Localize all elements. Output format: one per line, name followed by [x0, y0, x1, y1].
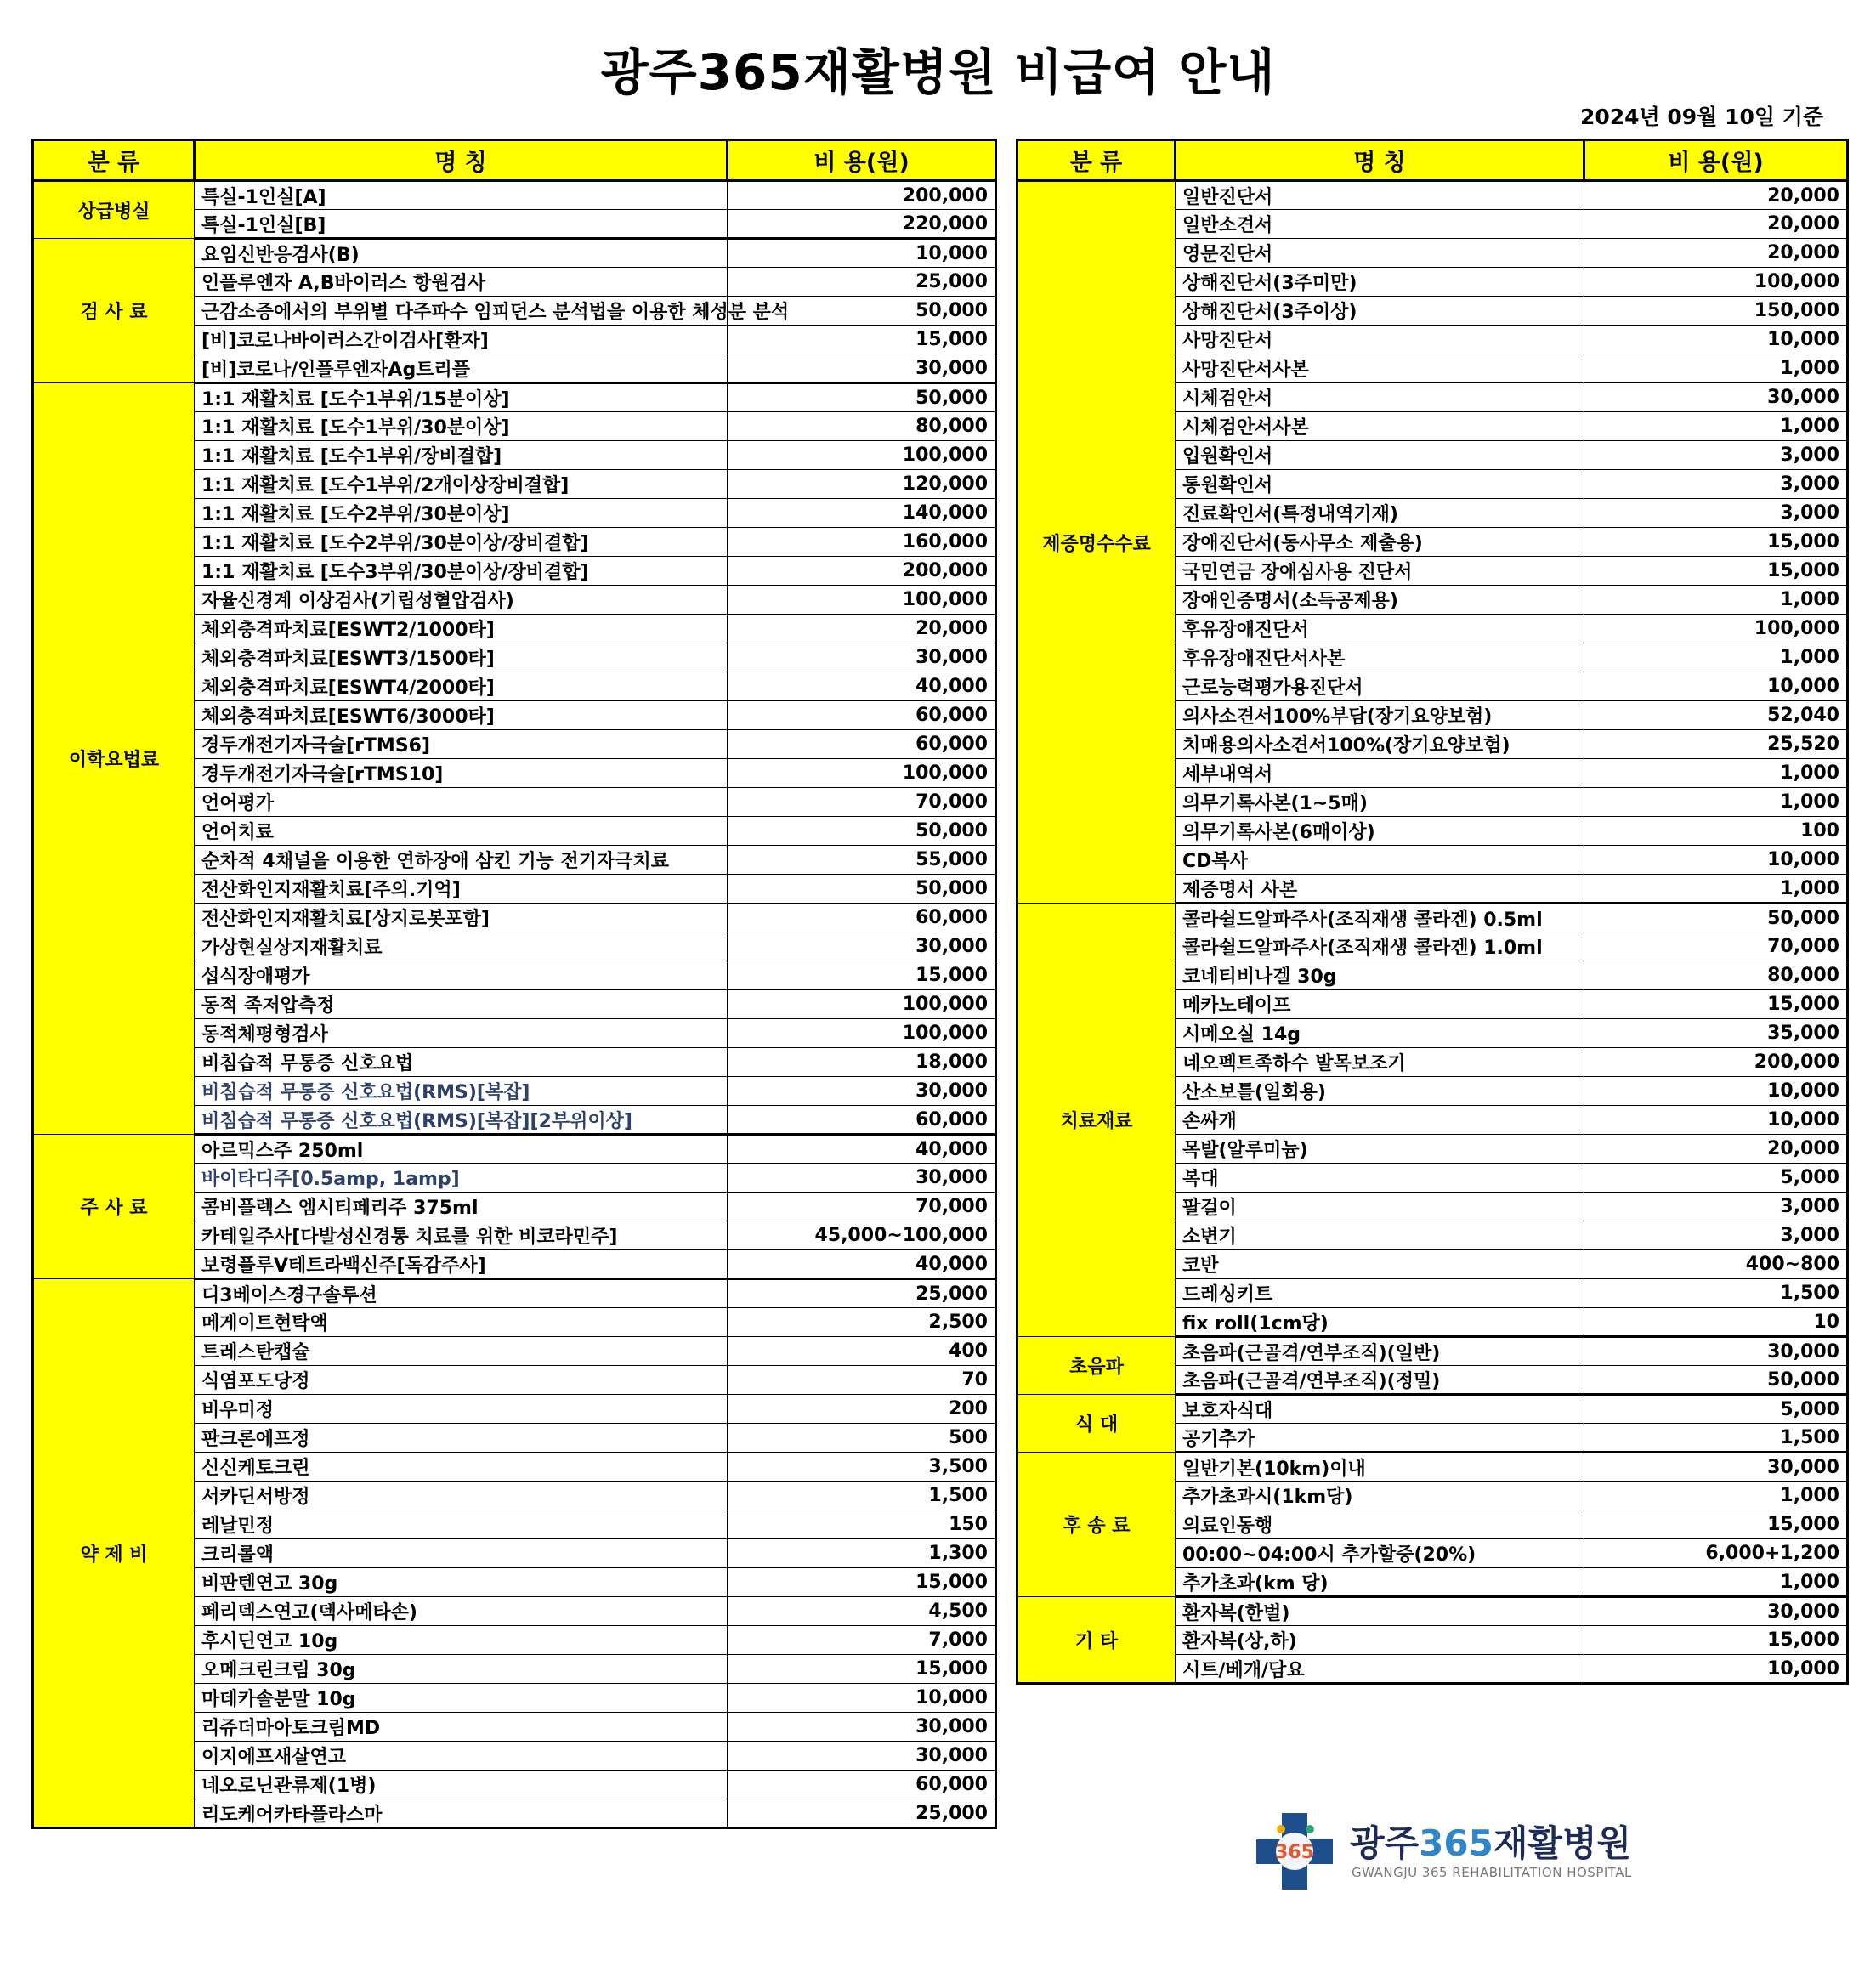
- item-price: 3,000: [1584, 1193, 1848, 1221]
- item-price: 15,000: [1584, 1510, 1848, 1539]
- item-price: 1,000: [1584, 586, 1848, 615]
- item-name: 전산화인지재활치료[주의.기억]: [195, 875, 728, 904]
- svg-text:365: 365: [1275, 1842, 1314, 1863]
- item-price: 70,000: [728, 788, 996, 817]
- item-name: 식염포도당정: [195, 1366, 728, 1395]
- item-price: 45,000~100,000: [728, 1221, 996, 1250]
- item-name: 페리덱스연고(덱사메타손): [195, 1597, 728, 1626]
- item-price: 10,000: [1584, 1077, 1848, 1106]
- item-price: 3,500: [728, 1453, 996, 1482]
- item-price: 50,000: [1584, 1366, 1848, 1395]
- item-name: 비침습적 무통증 신호요법: [195, 1048, 728, 1077]
- item-name: 의사소견서100%부담(장기요양보험): [1176, 701, 1584, 730]
- item-price: 52,040: [1584, 701, 1848, 730]
- item-name: 1:1 재활치료 [도수2부위/30분이상/장비결합]: [195, 528, 728, 557]
- item-price: 5,000: [1584, 1395, 1848, 1424]
- table-row: [33, 181, 996, 210]
- item-name: 장애진단서(동사무소 제출용): [1176, 528, 1584, 557]
- item-price: 60,000: [728, 1771, 996, 1799]
- item-name: 비침습적 무통증 신호요법(RMS)[복잡][2부위이상]: [195, 1106, 728, 1135]
- header-category: 분 류: [33, 140, 195, 181]
- item-price: 25,000: [728, 268, 996, 297]
- item-name: 보령플루V테트라백신주[독감주사]: [195, 1250, 728, 1279]
- item-name: 진료확인서(특정내역기재): [1176, 499, 1584, 528]
- page-title: 광주365재활병원 비급여 안내: [600, 43, 1276, 101]
- item-price: 55,000: [728, 846, 996, 875]
- item-name: 메게이트현탁액: [195, 1308, 728, 1337]
- item-price: 500: [728, 1424, 996, 1453]
- category-cell: 초음파: [1017, 1337, 1176, 1395]
- item-price: 3,000: [1584, 499, 1848, 528]
- item-name: 콜라쉴드알파주사(조직재생 콜라겐) 0.5ml: [1176, 904, 1584, 932]
- item-name: 리도케어카타플라스마: [195, 1799, 728, 1828]
- category-cell: 기 타: [1017, 1597, 1176, 1684]
- table-row: [33, 383, 996, 412]
- item-price: 220,000: [728, 210, 996, 239]
- item-name: 상해진단서(3주이상): [1176, 297, 1584, 326]
- item-price: 30,000: [728, 1713, 996, 1742]
- item-name: 섭식장애평가: [195, 961, 728, 990]
- item-price: 50,000: [728, 875, 996, 904]
- item-name: 공기추가: [1176, 1424, 1584, 1453]
- item-price: 150: [728, 1510, 996, 1539]
- item-price: 120,000: [728, 470, 996, 499]
- item-name: 일반소견서: [1176, 210, 1584, 239]
- item-name: 국민연금 장애심사용 진단서: [1176, 557, 1584, 586]
- item-name: 1:1 재활치료 [도수3부위/30분이상/장비결합]: [195, 557, 728, 586]
- item-price: 25,000: [728, 1279, 996, 1308]
- item-name: 환자복(한벌): [1176, 1597, 1584, 1626]
- item-price: 30,000: [1584, 1597, 1848, 1626]
- item-name: 전산화인지재활치료[상지로봇포함]: [195, 904, 728, 932]
- item-name: 입원확인서: [1176, 441, 1584, 470]
- item-name: 의료인동행: [1176, 1510, 1584, 1539]
- item-name: 초음파(근골격/연부조직)(일반): [1176, 1337, 1584, 1366]
- item-price: 30,000: [728, 1077, 996, 1106]
- item-name: 체외충격파치료[ESWT4/2000타]: [195, 672, 728, 701]
- category-cell: 식 대: [1017, 1395, 1176, 1453]
- item-price: 80,000: [728, 412, 996, 441]
- item-price: 30,000: [728, 1164, 996, 1193]
- item-price: 50,000: [1584, 904, 1848, 932]
- item-price: 3,000: [1584, 470, 1848, 499]
- item-price: 100,000: [1584, 615, 1848, 643]
- item-price: 30,000: [728, 932, 996, 961]
- item-price: 15,000: [1584, 557, 1848, 586]
- item-price: 200,000: [1584, 1048, 1848, 1077]
- item-price: 1,000: [1584, 643, 1848, 672]
- item-price: 100,000: [728, 759, 996, 788]
- item-price: 15,000: [1584, 528, 1848, 557]
- item-price: 1,500: [728, 1482, 996, 1510]
- item-price: 40,000: [728, 1135, 996, 1164]
- item-name: 리쥬더마아토크림MD: [195, 1713, 728, 1742]
- item-price: 1,000: [1584, 354, 1848, 383]
- item-name: 코반: [1176, 1250, 1584, 1279]
- item-name: 근로능력평가용진단서: [1176, 672, 1584, 701]
- item-price: 20,000: [728, 615, 996, 643]
- header-price: 비 용(원): [728, 140, 996, 181]
- item-name: 시체검안서: [1176, 383, 1584, 412]
- item-price: 25,000: [728, 1799, 996, 1828]
- item-price: 40,000: [728, 672, 996, 701]
- fee-table-left: [31, 139, 997, 1829]
- item-price: 50,000: [728, 817, 996, 846]
- item-name: 손싸개: [1176, 1106, 1584, 1135]
- item-name: [비]코로나바이러스간이검사[환자]: [195, 326, 728, 354]
- item-name: 사망진단서: [1176, 326, 1584, 354]
- item-name: 초음파(근골격/연부조직)(정밀): [1176, 1366, 1584, 1395]
- table-row: [33, 239, 996, 268]
- item-price: 30,000: [728, 1742, 996, 1771]
- item-price: 20,000: [1584, 1135, 1848, 1164]
- item-name: 이지에프새살연고: [195, 1742, 728, 1771]
- item-name: 체외충격파치료[ESWT6/3000타]: [195, 701, 728, 730]
- category-cell: 제증명수수료: [1017, 181, 1176, 904]
- item-name: 카테일주사[다발성신경통 치료를 위한 비코라민주]: [195, 1221, 728, 1250]
- item-name: 체외충격파치료[ESWT3/1500타]: [195, 643, 728, 672]
- item-price: 15,000: [728, 961, 996, 990]
- item-name: 치매용의사소견서100%(장기요양보험): [1176, 730, 1584, 759]
- item-name: 드레싱키트: [1176, 1279, 1584, 1308]
- item-price: 18,000: [728, 1048, 996, 1077]
- item-price: 160,000: [728, 528, 996, 557]
- item-price: 1,000: [1584, 1482, 1848, 1510]
- item-price: 100,000: [1584, 268, 1848, 297]
- item-price: 400~800: [1584, 1250, 1848, 1279]
- item-price: 3,000: [1584, 441, 1848, 470]
- item-name: 비판텐연고 30g: [195, 1568, 728, 1597]
- item-name: 의무기록사본(6매이상): [1176, 817, 1584, 846]
- item-price: 15,000: [1584, 1626, 1848, 1655]
- item-name: 1:1 재활치료 [도수1부위/30분이상]: [195, 412, 728, 441]
- item-name: 마데카솔분말 10g: [195, 1684, 728, 1713]
- item-price: 200,000: [728, 181, 996, 210]
- item-name: 언어치료: [195, 817, 728, 846]
- item-price: 400: [728, 1337, 996, 1366]
- item-price: 70: [728, 1366, 996, 1395]
- item-name: 콤비플렉스 엠시티페리주 375ml: [195, 1193, 728, 1221]
- item-price: 50,000: [728, 383, 996, 412]
- item-price: 10,000: [728, 239, 996, 268]
- item-price: 200: [728, 1395, 996, 1424]
- item-price: 4,500: [728, 1597, 996, 1626]
- item-price: 70,000: [1584, 932, 1848, 961]
- item-name: [비]코로나/인플루엔자Ag트리플: [195, 354, 728, 383]
- item-price: 60,000: [728, 730, 996, 759]
- item-price: 100,000: [728, 441, 996, 470]
- item-name: 의무기록사본(1~5매): [1176, 788, 1584, 817]
- item-name: 복대: [1176, 1164, 1584, 1193]
- hospital-logo: [1252, 1809, 1728, 1894]
- item-name: 후유장애진단서: [1176, 615, 1584, 643]
- item-name: 언어평가: [195, 788, 728, 817]
- item-price: 25,520: [1584, 730, 1848, 759]
- item-name: 시트/베개/담요: [1176, 1655, 1584, 1684]
- item-name: 판크론에프정: [195, 1424, 728, 1453]
- item-price: 1,000: [1584, 1568, 1848, 1597]
- item-name: 동적체평형검사: [195, 1019, 728, 1048]
- item-price: 10,000: [1584, 846, 1848, 875]
- item-name: 특실-1인실[B]: [195, 210, 728, 239]
- item-name: 크리롤액: [195, 1539, 728, 1568]
- item-price: 35,000: [1584, 1019, 1848, 1048]
- item-price: 30,000: [728, 354, 996, 383]
- item-name: 트레스탄캡슐: [195, 1337, 728, 1366]
- reference-date: 2024년 09월 10일 기준: [1579, 105, 1823, 129]
- item-price: 60,000: [728, 1106, 996, 1135]
- item-price: 100,000: [728, 990, 996, 1019]
- item-name: 바이타디주[0.5amp, 1amp]: [195, 1164, 728, 1193]
- item-name: 근감소증에서의 부위별 다주파수 임피던스 분석법을 이용한 체성분 분석: [195, 297, 728, 326]
- item-name: 비침습적 무통증 신호요법(RMS)[복잡]: [195, 1077, 728, 1106]
- item-price: 20,000: [1584, 210, 1848, 239]
- table-row: [33, 1279, 996, 1308]
- item-price: 150,000: [1584, 297, 1848, 326]
- item-price: 100: [1584, 817, 1848, 846]
- fee-table-right: [1016, 139, 1849, 1685]
- item-price: 30,000: [1584, 1453, 1848, 1482]
- item-name: 시체검안서사본: [1176, 412, 1584, 441]
- item-name: 코네티비나겔 30g: [1176, 961, 1584, 990]
- item-name: 산소보틀(일회용): [1176, 1077, 1584, 1106]
- item-name: 소변기: [1176, 1221, 1584, 1250]
- item-name: 장애인증명서(소득공제용): [1176, 586, 1584, 615]
- item-name: 후시딘연고 10g: [195, 1626, 728, 1655]
- item-price: 10,000: [1584, 1655, 1848, 1684]
- item-name: 레날민정: [195, 1510, 728, 1539]
- item-name: 영문진단서: [1176, 239, 1584, 268]
- item-price: 1,000: [1584, 759, 1848, 788]
- item-name: 순차적 4채널을 이용한 연하장애 삼킨 기능 전기자극치료: [195, 846, 728, 875]
- item-name: CD복사: [1176, 846, 1584, 875]
- item-name: fix roll(1cm당): [1176, 1308, 1584, 1337]
- item-name: 1:1 재활치료 [도수1부위/15분이상]: [195, 383, 728, 412]
- item-price: 6,000+1,200: [1584, 1539, 1848, 1568]
- item-name: 비우미정: [195, 1395, 728, 1424]
- item-price: 1,000: [1584, 788, 1848, 817]
- category-cell: 약 제 비: [33, 1279, 195, 1828]
- item-price: 80,000: [1584, 961, 1848, 990]
- item-price: 100,000: [728, 586, 996, 615]
- header-name: 명 칭: [1176, 140, 1584, 181]
- item-price: 5,000: [1584, 1164, 1848, 1193]
- item-price: 15,000: [728, 1655, 996, 1684]
- medical-cross-365-icon: [1252, 1809, 1337, 1894]
- item-price: 1,500: [1584, 1279, 1848, 1308]
- item-price: 30,000: [1584, 383, 1848, 412]
- table-row: [1017, 904, 1848, 932]
- item-price: 2,500: [728, 1308, 996, 1337]
- item-price: 50,000: [728, 297, 996, 326]
- category-cell: 주 사 료: [33, 1135, 195, 1279]
- item-name: 자율신경계 이상검사(기립성혈압검사): [195, 586, 728, 615]
- item-name: 00:00~04:00시 추가할증(20%): [1176, 1539, 1584, 1568]
- item-price: 15,000: [728, 326, 996, 354]
- item-name: 인플루엔자 A,B바이러스 항원검사: [195, 268, 728, 297]
- item-price: 1,300: [728, 1539, 996, 1568]
- item-price: 140,000: [728, 499, 996, 528]
- table-row: [1017, 1337, 1848, 1366]
- category-cell: 후 송 료: [1017, 1453, 1176, 1597]
- table-row: [1017, 181, 1848, 210]
- header-category: 분 류: [1017, 140, 1176, 181]
- item-name: 요임신반응검사(B): [195, 239, 728, 268]
- item-name: 추가초과(km 당): [1176, 1568, 1584, 1597]
- header-name: 명 칭: [195, 140, 728, 181]
- item-price: 70,000: [728, 1193, 996, 1221]
- item-name: 제증명서 사본: [1176, 875, 1584, 904]
- item-price: 1,500: [1584, 1424, 1848, 1453]
- item-price: 10,000: [1584, 672, 1848, 701]
- item-price: 20,000: [1584, 239, 1848, 268]
- item-name: 시메오실 14g: [1176, 1019, 1584, 1048]
- item-price: 100,000: [728, 1019, 996, 1048]
- item-price: 30,000: [1584, 1337, 1848, 1366]
- item-price: 40,000: [728, 1250, 996, 1279]
- item-price: 3,000: [1584, 1221, 1848, 1250]
- item-price: 30,000: [728, 643, 996, 672]
- item-name: 가상현실상지재활치료: [195, 932, 728, 961]
- table-row: [33, 1135, 996, 1164]
- item-name: 서카딘서방정: [195, 1482, 728, 1510]
- item-name: 체외충격파치료[ESWT2/1000타]: [195, 615, 728, 643]
- item-price: 1,000: [1584, 875, 1848, 904]
- item-name: 경두개전기자극술[rTMS10]: [195, 759, 728, 788]
- item-name: 1:1 재활치료 [도수1부위/2개이상장비결합]: [195, 470, 728, 499]
- table-row: [1017, 1597, 1848, 1626]
- item-price: 10: [1584, 1308, 1848, 1337]
- category-cell: 이학요법료: [33, 383, 195, 1135]
- table-row: [1017, 1395, 1848, 1424]
- item-name: 환자복(상,하): [1176, 1626, 1584, 1655]
- item-name: 보호자식대: [1176, 1395, 1584, 1424]
- item-price: 15,000: [1584, 990, 1848, 1019]
- item-name: 네오로닌관류제(1병): [195, 1771, 728, 1799]
- item-name: 네오펙트족하수 발목보조기: [1176, 1048, 1584, 1077]
- item-name: 일반기본(10km)이내: [1176, 1453, 1584, 1482]
- item-name: 팔걸이: [1176, 1193, 1584, 1221]
- item-name: 경두개전기자극술[rTMS6]: [195, 730, 728, 759]
- item-name: 디3베이스경구솔루션: [195, 1279, 728, 1308]
- item-name: 1:1 재활치료 [도수2부위/30분이상]: [195, 499, 728, 528]
- item-price: 15,000: [728, 1568, 996, 1597]
- item-name: 신신케토크린: [195, 1453, 728, 1482]
- category-cell: 치료재료: [1017, 904, 1176, 1337]
- item-name: 상해진단서(3주미만): [1176, 268, 1584, 297]
- item-name: 일반진단서: [1176, 181, 1584, 210]
- item-name: 오메크린크림 30g: [195, 1655, 728, 1684]
- item-name: 메카노테이프: [1176, 990, 1584, 1019]
- item-price: 10,000: [1584, 1106, 1848, 1135]
- category-cell: 상급병실: [33, 181, 195, 239]
- item-price: 60,000: [728, 904, 996, 932]
- item-price: 200,000: [728, 557, 996, 586]
- item-price: 10,000: [728, 1684, 996, 1713]
- item-price: 7,000: [728, 1626, 996, 1655]
- header-price: 비 용(원): [1584, 140, 1848, 181]
- item-name: 세부내역서: [1176, 759, 1584, 788]
- item-name: 콜라쉴드알파주사(조직재생 콜라겐) 1.0ml: [1176, 932, 1584, 961]
- item-price: 60,000: [728, 701, 996, 730]
- logo-wordmark: 광주365재활병원: [1350, 1822, 1632, 1864]
- item-name: 동적 족저압측정: [195, 990, 728, 1019]
- item-name: 1:1 재활치료 [도수1부위/장비결합]: [195, 441, 728, 470]
- category-cell: 검 사 료: [33, 239, 195, 383]
- item-price: 20,000: [1584, 181, 1848, 210]
- item-price: 1,000: [1584, 412, 1848, 441]
- item-name: 아르믹스주 250ml: [195, 1135, 728, 1164]
- item-name: 사망진단서사본: [1176, 354, 1584, 383]
- item-name: 추가초과시(1km당): [1176, 1482, 1584, 1510]
- item-name: 목발(알루미늄): [1176, 1135, 1584, 1164]
- item-name: 통원확인서: [1176, 470, 1584, 499]
- item-name: 특실-1인실[A]: [195, 181, 728, 210]
- logo-subtitle: GWANGJU 365 REHABILITATION HOSPITAL: [1352, 1865, 1632, 1880]
- table-row: [1017, 1453, 1848, 1482]
- item-name: 후유장애진단서사본: [1176, 643, 1584, 672]
- item-price: 10,000: [1584, 326, 1848, 354]
